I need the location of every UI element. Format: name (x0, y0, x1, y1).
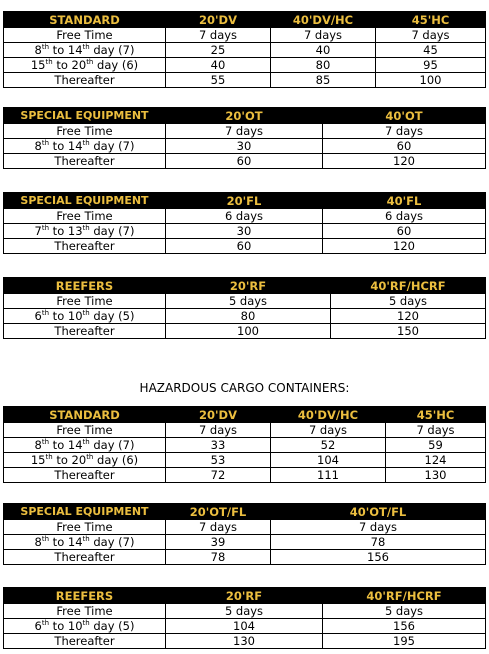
cell-value: 78 (271, 535, 486, 550)
table-row (4, 423, 486, 438)
table-row (4, 453, 486, 468)
hazardous-standard-table (3, 406, 486, 483)
cell-value: 104 (166, 619, 323, 634)
cell-value: 111 (271, 468, 386, 483)
row-label: Free Time (4, 28, 166, 43)
cell-value: 59 (386, 438, 486, 453)
cell-value: 33 (166, 438, 271, 453)
cell-value: 124 (386, 453, 486, 468)
cell-value: 7 days (166, 28, 271, 43)
cell-value: 120 (323, 154, 486, 169)
header-20ot: 20'OT (166, 108, 323, 124)
table-row (4, 43, 486, 58)
table-header-row (4, 278, 486, 294)
cell-value: 25 (166, 43, 271, 58)
table-row (4, 520, 486, 535)
cell-value: 6 days (323, 209, 486, 224)
header-category: REEFERS (4, 278, 166, 294)
cell-value: 7 days (386, 423, 486, 438)
cell-value: 30 (166, 139, 323, 154)
header-40dvhc: 40'DV/HC (271, 12, 376, 28)
table-header-row (4, 588, 486, 604)
cell-value: 120 (331, 309, 486, 324)
row-label: Thereafter (4, 324, 166, 339)
cell-value: 7 days (271, 520, 486, 535)
table-row (4, 239, 486, 254)
header-45hc: 45'HC (376, 12, 486, 28)
header-20rf: 20'RF (166, 588, 323, 604)
cell-value: 150 (331, 324, 486, 339)
cell-value: 100 (166, 324, 331, 339)
cell-value: 7 days (166, 423, 271, 438)
table-row (4, 535, 486, 550)
header-category: REEFERS (4, 588, 166, 604)
header-20rf: 20'RF (166, 278, 331, 294)
cell-value: 52 (271, 438, 386, 453)
cell-value: 5 days (166, 294, 331, 309)
cell-value: 78 (166, 550, 271, 565)
hazardous-section-title: HAZARDOUS CARGO CONTAINERS: (139, 381, 350, 395)
row-label: 8th to 14th day (7) (4, 535, 166, 550)
row-label: 8th to 14th day (7) (4, 43, 166, 58)
row-label: Free Time (4, 604, 166, 619)
row-label: Free Time (4, 294, 166, 309)
table-row (4, 28, 486, 43)
header-category: SPECIAL EQUIPMENT (4, 108, 166, 124)
cell-value: 40 (166, 58, 271, 73)
header-20dv: 20'DV (166, 12, 271, 28)
cell-value: 85 (271, 73, 376, 88)
cell-value: 156 (323, 619, 486, 634)
cell-value: 95 (376, 58, 486, 73)
table-row (4, 619, 486, 634)
row-label: Free Time (4, 124, 166, 139)
hazardous-reefers-table (3, 587, 486, 649)
row-label: 6th to 10th day (5) (4, 309, 166, 324)
row-label: Thereafter (4, 239, 166, 254)
cell-value: 5 days (166, 604, 323, 619)
cell-value: 130 (166, 634, 323, 649)
row-label: 15th to 20th day (6) (4, 453, 166, 468)
table-row (4, 634, 486, 649)
cell-value: 40 (271, 43, 376, 58)
cell-value: 7 days (323, 124, 486, 139)
cell-value: 45 (376, 43, 486, 58)
header-40ot-fl: 40'OT/FL (271, 504, 486, 520)
cell-value: 120 (323, 239, 486, 254)
table-row (4, 468, 486, 483)
header-40rf-hcrf: 40'RF/HCRF (323, 588, 486, 604)
header-20fl: 20'FL (166, 193, 323, 209)
table-row (4, 73, 486, 88)
row-label: Thereafter (4, 550, 166, 565)
table-row (4, 224, 486, 239)
header-40ot: 40'OT (323, 108, 486, 124)
table-row (4, 604, 486, 619)
header-category: STANDARD (4, 12, 166, 28)
row-label: Thereafter (4, 468, 166, 483)
cell-value: 80 (271, 58, 376, 73)
cell-value: 30 (166, 224, 323, 239)
cell-value: 60 (323, 224, 486, 239)
cell-value: 60 (166, 239, 323, 254)
table-row (4, 209, 486, 224)
table-row (4, 309, 486, 324)
standard-demurrage-table (3, 11, 486, 88)
row-label: Free Time (4, 520, 166, 535)
table-row (4, 124, 486, 139)
cell-value: 7 days (271, 423, 386, 438)
cell-value: 7 days (271, 28, 376, 43)
row-label: Thereafter (4, 73, 166, 88)
header-category: SPECIAL EQUIPMENT (4, 504, 166, 520)
cell-value: 195 (323, 634, 486, 649)
cell-value: 7 days (166, 124, 323, 139)
cell-value: 55 (166, 73, 271, 88)
special-fl-demurrage-table (3, 192, 486, 254)
cell-value: 39 (166, 535, 271, 550)
table-row (4, 294, 486, 309)
table-row (4, 58, 486, 73)
table-row (4, 438, 486, 453)
cell-value: 60 (166, 154, 323, 169)
hazardous-special-equipment-table (3, 503, 486, 565)
cell-value: 72 (166, 468, 271, 483)
cell-value: 5 days (323, 604, 486, 619)
table-row (4, 139, 486, 154)
cell-value: 53 (166, 453, 271, 468)
row-label: 8th to 14th day (7) (4, 139, 166, 154)
row-label: 15th to 20th day (6) (4, 58, 166, 73)
row-label: Free Time (4, 423, 166, 438)
row-label: 6th to 10th day (5) (4, 619, 166, 634)
cell-value: 156 (271, 550, 486, 565)
reefers-demurrage-table (3, 277, 486, 339)
table-header-row (4, 193, 486, 209)
cell-value: 80 (166, 309, 331, 324)
cell-value: 60 (323, 139, 486, 154)
table-header-row (4, 12, 486, 28)
row-label: 8th to 14th day (7) (4, 438, 166, 453)
header-20dv: 20'DV (166, 407, 271, 423)
table-header-row (4, 108, 486, 124)
header-20ot-fl: 20'OT/FL (166, 504, 271, 520)
cell-value: 6 days (166, 209, 323, 224)
cell-value: 130 (386, 468, 486, 483)
row-label: Free Time (4, 209, 166, 224)
special-ot-demurrage-table (3, 107, 486, 169)
cell-value: 7 days (376, 28, 486, 43)
row-label: Thereafter (4, 154, 166, 169)
table-row (4, 324, 486, 339)
table-header-row (4, 504, 486, 520)
header-45hc: 45'HC (386, 407, 486, 423)
cell-value: 104 (271, 453, 386, 468)
cell-value: 5 days (331, 294, 486, 309)
cell-value: 7 days (166, 520, 271, 535)
cell-value: 100 (376, 73, 486, 88)
header-40fl: 40'FL (323, 193, 486, 209)
header-category: SPECIAL EQUIPMENT (4, 193, 166, 209)
header-40rf-hcrf: 40'RF/HCRF (331, 278, 486, 294)
header-40dvhc: 40'DV/HC (271, 407, 386, 423)
header-category: STANDARD (4, 407, 166, 423)
table-header-row (4, 407, 486, 423)
table-row (4, 154, 486, 169)
table-row (4, 550, 486, 565)
row-label: 7th to 13th day (7) (4, 224, 166, 239)
row-label: Thereafter (4, 634, 166, 649)
